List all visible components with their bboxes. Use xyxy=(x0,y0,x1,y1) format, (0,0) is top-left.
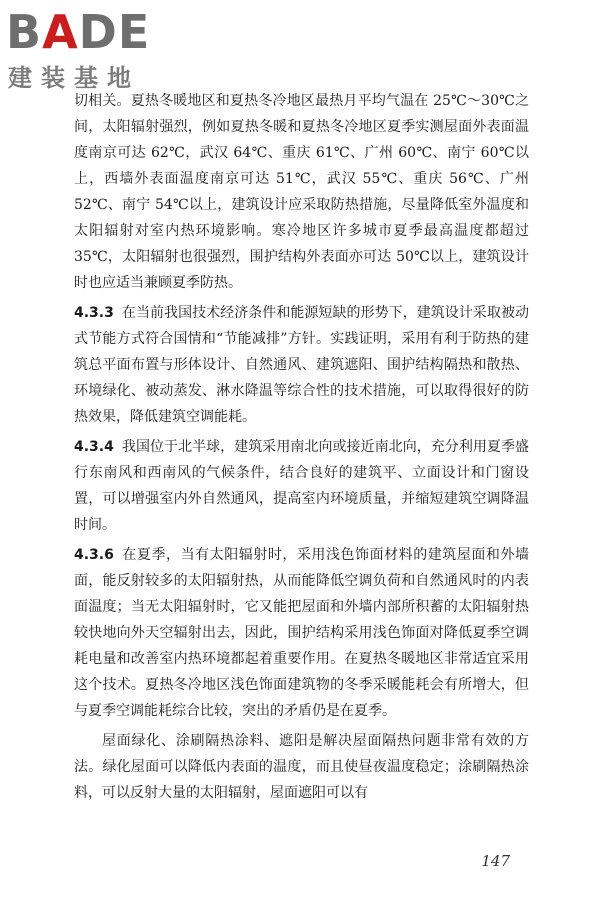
clause-text: 我国位于北半球，建筑采用南北向或接近南北向，充分利用夏季盛行东南风和西南风的气候条件，结合良好的建筑平、立面设计和门窗设置，可以增强室内外自然通风，提高室内环境质量，并缩短建筑空调降温时间。 xyxy=(74,439,529,533)
clause-4-3-6 xyxy=(74,542,529,724)
clause-4-3-4 xyxy=(74,434,529,538)
page-number: 147 xyxy=(481,852,510,870)
clause-number: 4.3.3 xyxy=(74,305,114,321)
clause-text: 在夏季，当有太阳辐射时，采用浅色饰面材料的建筑屋面和外墙面，能反射较多的太阳辐射热，从而能降低空调负荷和自然通风时的内表面温度；当无太阳辐射时，它又能把屋面和外墙内部所积蓄的太阳辐射热较快地向外天空辐射出去，因此，围护结构采用浅色饰面对降低夏季空调耗电量和改善室内热环境都起着重要作用。在夏热冬暖地区非常适宜采用这个技术。夏热冬冷地区浅色饰面建筑物的冬季采暖能耗会有所增大，但与夏季空调能耗综合比较，突出的矛盾仍是在夏季。 xyxy=(74,547,529,719)
clause-number: 4.3.6 xyxy=(74,547,114,563)
paragraph-roof-insulation: 屋面绿化、涂刷隔热涂料、遮阳是解决屋面隔热问题非常有效的方法。绿化屋面可以降低内表面的温度，而且使昼夜温度稳定；涂刷隔热涂料，可以反射大量的太阳辐射，屋面遮阳可以有 xyxy=(74,733,529,801)
logo-letters-de: DE xyxy=(78,5,151,59)
paragraph-continued: 切相关。夏热冬暖地区和夏热冬冷地区最热月平均气温在 25℃～30℃之间，太阳辐射强烈，例如夏热冬暖和夏热冬冷地区夏季实测屋面外表面温度南京可达 62℃，武汉 64℃、重庆 61℃、广州 60℃、南宁 60℃以上，西墙外表面温度南京可达 51℃，武汉 55℃、重庆 56℃、广州 52℃、南宁 54℃以上，建筑设计应采取防热措施，尽量降低室外温度和太阳辐射对室内热环境影响。寒冷地区许多城市夏季最高温度都超过 35℃，太阳辐射也很强烈，围护结构外表面亦可达 50℃以上，建筑设计时也应适当兼顾夏季防热。 xyxy=(74,93,529,291)
logo-letter-b: B xyxy=(6,5,43,59)
clause-number: 4.3.4 xyxy=(74,439,114,455)
clause-text: 在当前我国技术经济条件和能源短缺的形势下，建筑设计采取被动式节能方式符合国情和“节能减排”方针。实践证明，采用有利于防热的建筑总平面布置与形体设计、自然通风、建筑遮阳、围护结构隔热和散热、环境绿化、被动蒸发、淋水降温等综合性的技术措施，可以取得很好的防热效果，降低建筑空调能耗。 xyxy=(74,305,529,425)
clause-4-3-3 xyxy=(74,300,529,430)
logo-letter-a: A xyxy=(42,5,79,59)
logo-wordmark xyxy=(6,4,150,60)
page-body xyxy=(74,88,529,810)
brand-logo xyxy=(6,4,206,94)
logo-subtitle: 建装基地 xyxy=(8,64,140,92)
